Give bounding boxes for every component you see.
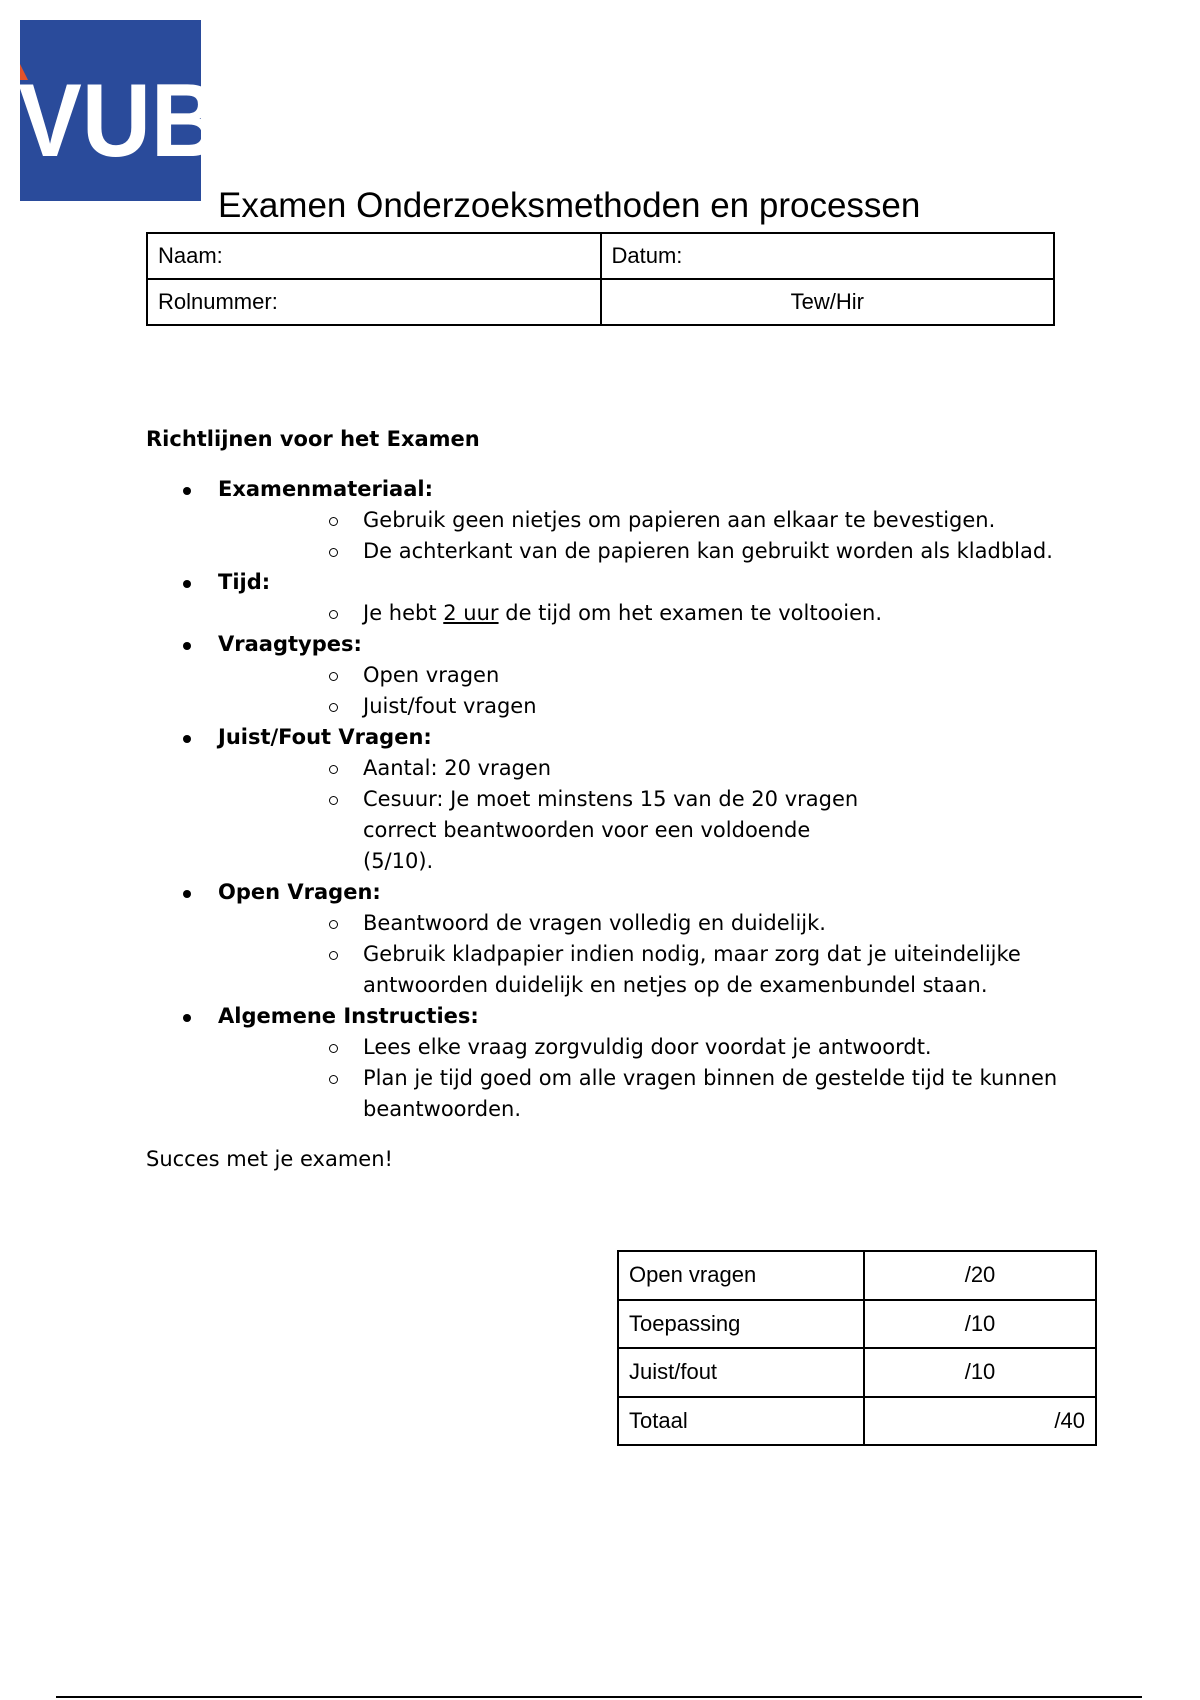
table-row (618, 1251, 1096, 1300)
list-item (146, 722, 1076, 877)
guidelines-heading: Richtlijnen voor het Examen (146, 427, 480, 451)
list-item (146, 629, 1076, 722)
table-row (147, 279, 1054, 325)
bullet-icon (183, 735, 191, 743)
list-item (218, 660, 1076, 691)
bullet-icon (183, 580, 191, 588)
item-text: Gebruik kladpapier indien nodig, maar zorg dat je uiteindelijke antwoorden duidelijk en netjes op de examenbundel staan. (363, 942, 1021, 997)
time-value: 2 uur (443, 601, 499, 625)
bullet-icon (183, 487, 191, 495)
list-item (146, 474, 1076, 567)
score-label: Totaal (618, 1397, 864, 1446)
section-label: Algemene Instructies: (218, 1004, 479, 1028)
circle-bullet-icon (329, 703, 338, 712)
list-item (218, 691, 1076, 722)
roll-number-field[interactable]: Rolnummer: (147, 279, 601, 325)
circle-bullet-icon (329, 517, 338, 526)
list-item (218, 939, 1076, 1001)
list-item (146, 567, 1076, 629)
list-item (218, 753, 1076, 784)
list-item (218, 1063, 1076, 1125)
section-label: Open Vragen: (218, 880, 381, 904)
list-item (218, 536, 1076, 567)
logo-text: VUB (18, 63, 220, 179)
circle-bullet-icon (329, 672, 338, 681)
circle-bullet-icon (329, 610, 338, 619)
circle-bullet-icon (329, 1044, 338, 1053)
table-row (147, 233, 1054, 279)
circle-bullet-icon (329, 1075, 338, 1084)
item-text: Gebruik geen nietjes om papieren aan elkaar te bevestigen. (363, 508, 996, 532)
list-item (218, 598, 1076, 629)
list-item (218, 908, 1076, 939)
name-field[interactable]: Naam: (147, 233, 601, 279)
circle-bullet-icon (329, 548, 338, 557)
table-row (618, 1300, 1096, 1349)
bullet-icon (183, 642, 191, 650)
score-table (617, 1250, 1097, 1446)
list-item (218, 505, 1076, 536)
program-cell: Tew/Hir (601, 279, 1055, 325)
score-points[interactable]: /10 (864, 1348, 1096, 1397)
bullet-icon (183, 1014, 191, 1022)
score-label: Open vragen (618, 1251, 864, 1300)
closing-message: Succes met je examen! (146, 1147, 393, 1171)
list-item (146, 877, 1076, 1001)
item-text: Lees elke vraag zorgvuldig door voordat je antwoordt. (363, 1035, 932, 1059)
bullet-icon (183, 890, 191, 898)
date-field[interactable]: Datum: (601, 233, 1055, 279)
circle-bullet-icon (329, 951, 338, 960)
item-text: Je hebt 2 uur de tijd om het examen te voltooien. (363, 601, 883, 625)
page-title: Examen Onderzoeksmethoden en processen (218, 186, 921, 225)
list-item (218, 1032, 1076, 1063)
list-item (218, 784, 1076, 877)
item-text: Beantwoord de vragen volledig en duidelijk. (363, 911, 826, 935)
item-text: Open vragen (363, 663, 500, 687)
circle-bullet-icon (329, 796, 338, 805)
item-text: Plan je tijd goed om alle vragen binnen de gestelde tijd te kunnen beantwoorden. (363, 1066, 1058, 1121)
guidelines-list (146, 474, 1076, 1125)
section-label: Tijd: (218, 570, 271, 594)
score-points[interactable]: /20 (864, 1251, 1096, 1300)
total-points[interactable]: /40 (864, 1397, 1096, 1446)
circle-bullet-icon (329, 765, 338, 774)
table-row (618, 1397, 1096, 1446)
info-table (146, 232, 1055, 326)
section-label: Vraagtypes: (218, 632, 362, 656)
item-text: De achterkant van de papieren kan gebruikt worden als kladblad. (363, 539, 1053, 563)
score-label: Toepassing (618, 1300, 864, 1349)
guidelines (146, 424, 1076, 1175)
section-label: Juist/Fout Vragen: (218, 725, 432, 749)
circle-bullet-icon (329, 920, 338, 929)
footer-divider (56, 1696, 1142, 1698)
item-text: Aantal: 20 vragen (363, 756, 552, 780)
table-row (618, 1348, 1096, 1397)
item-text: Juist/fout vragen (363, 694, 537, 718)
item-text: Cesuur: Je moet minstens 15 van de 20 vragen correct beantwoorden voor een voldoende (5/10). (363, 787, 859, 873)
list-item (146, 1001, 1076, 1125)
score-label: Juist/fout (618, 1348, 864, 1397)
score-points[interactable]: /10 (864, 1300, 1096, 1349)
vub-logo (18, 20, 220, 201)
section-label: Examenmateriaal: (218, 477, 433, 501)
